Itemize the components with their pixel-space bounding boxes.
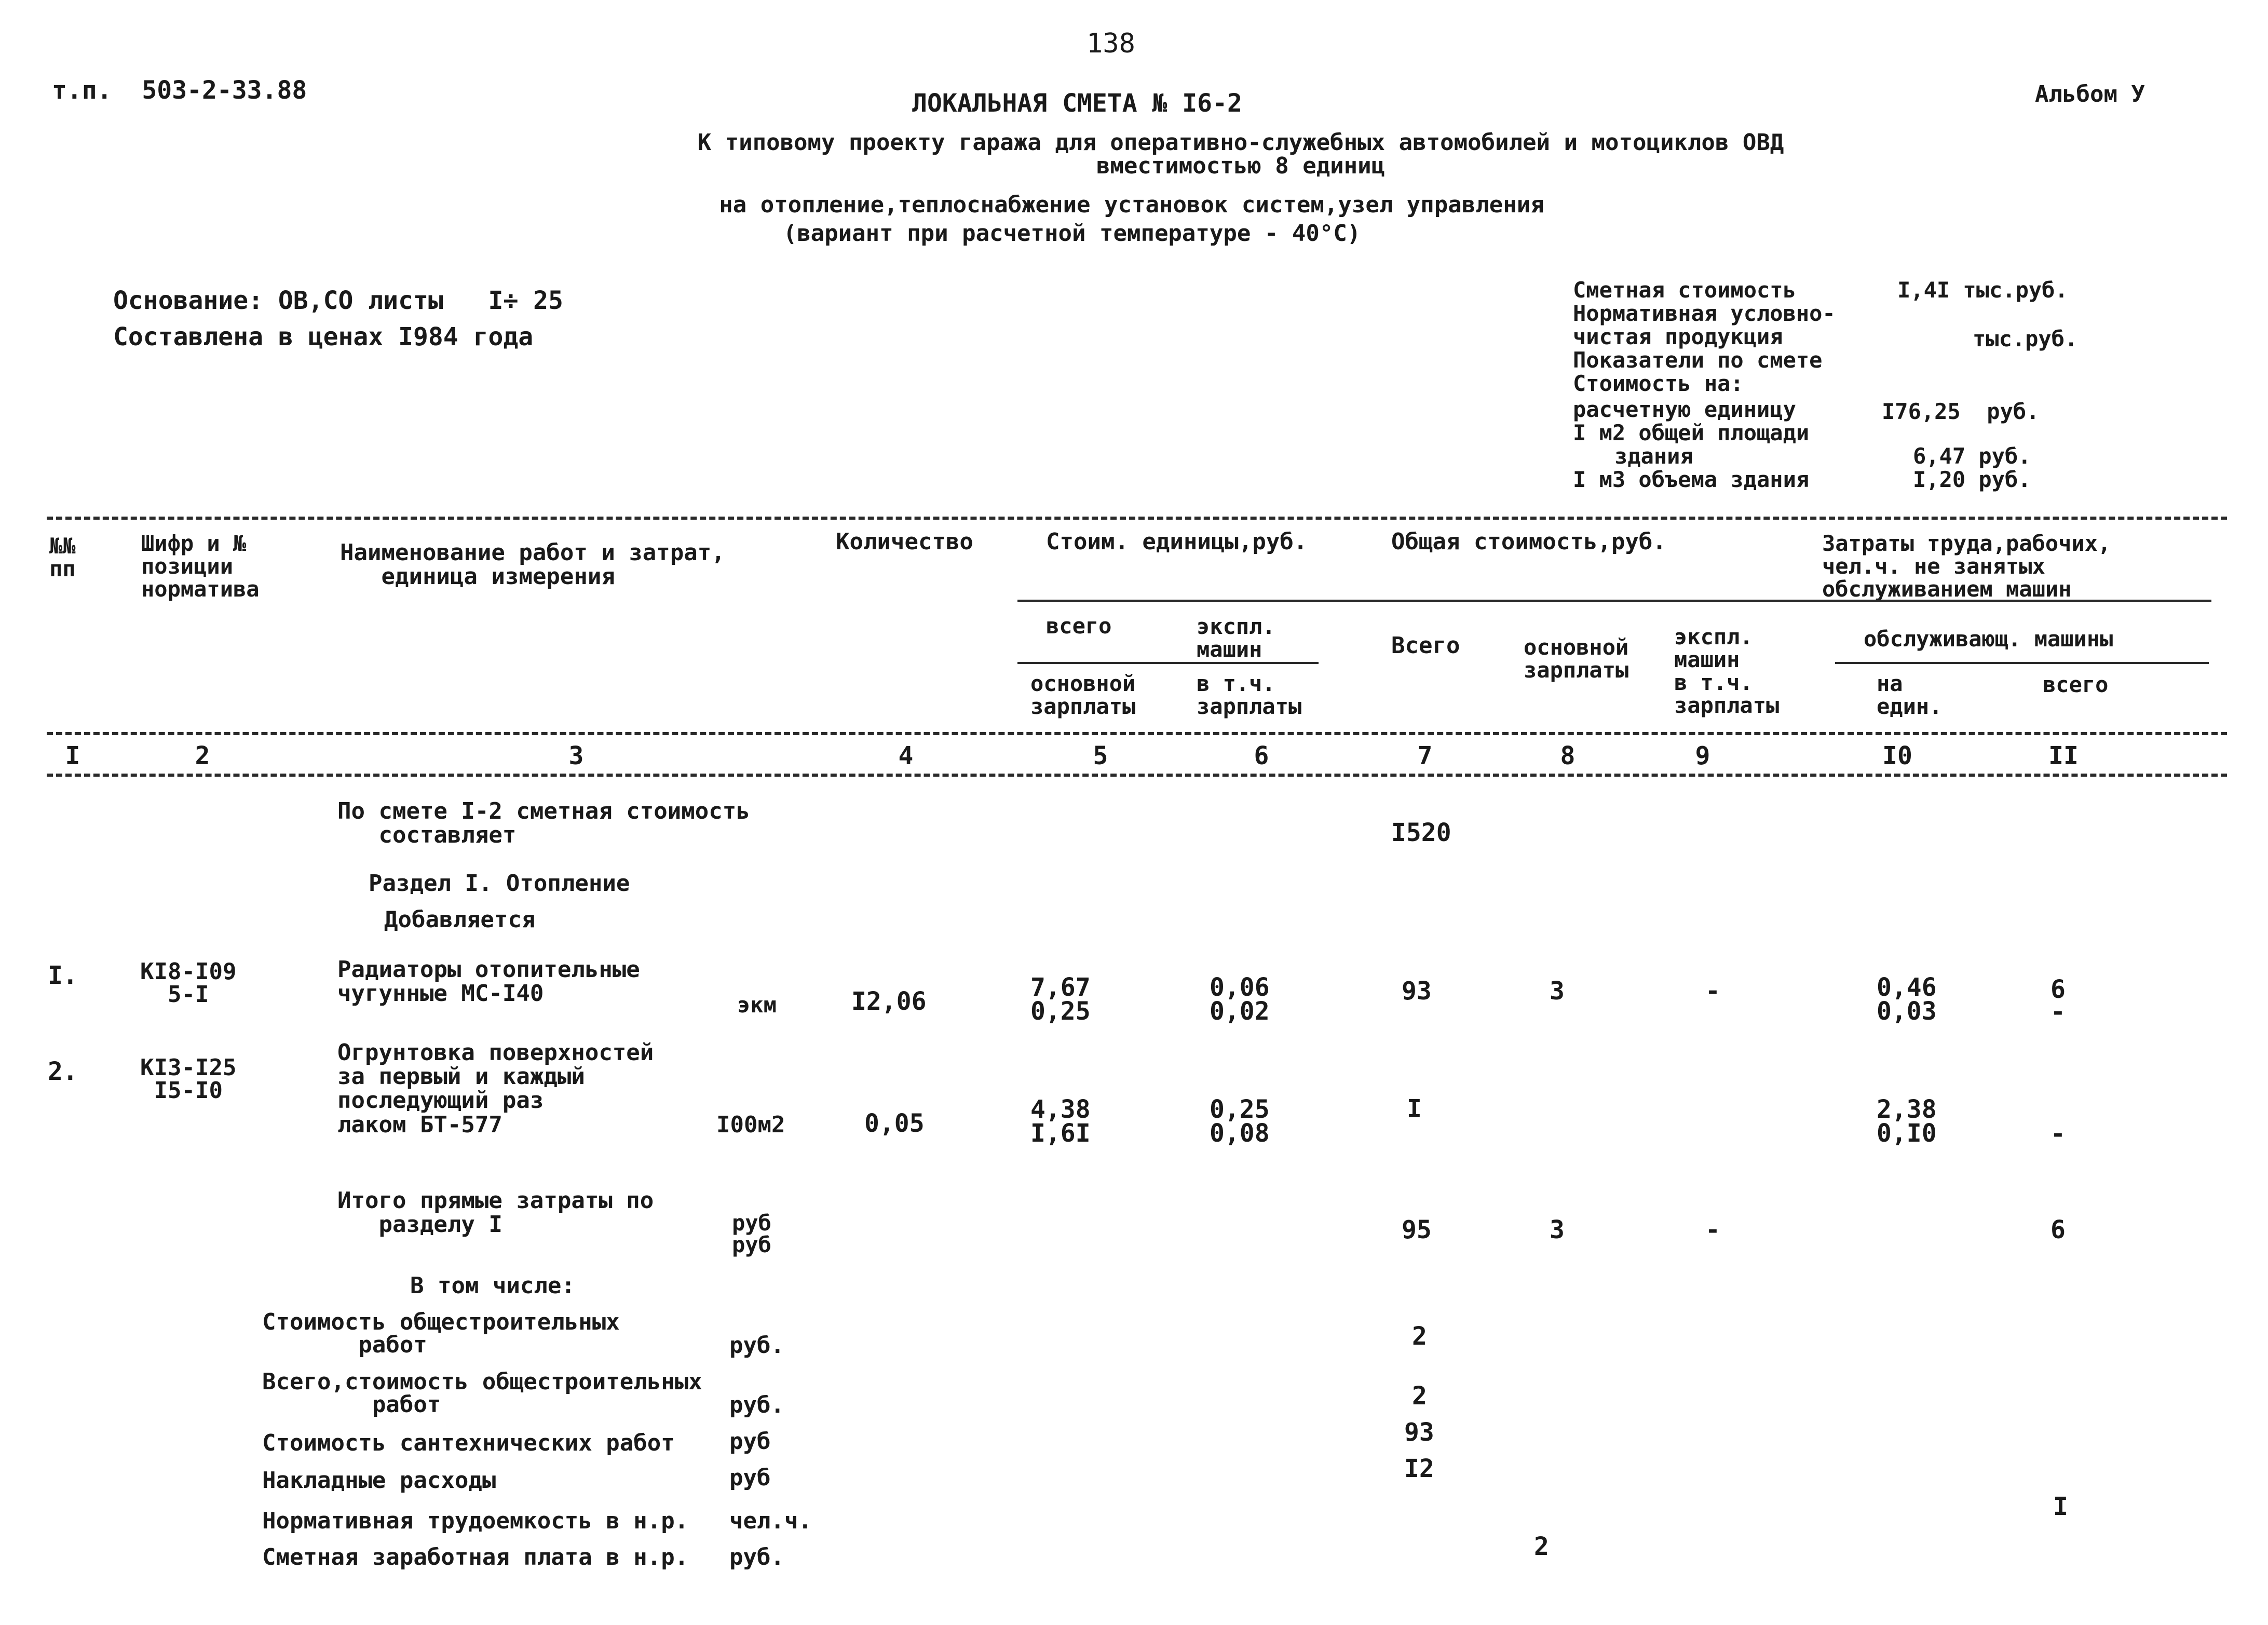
row-quantity: 0,05 [864,1109,925,1138]
row-code: КI8-I09 5-I [140,958,237,1008]
header-group-unit-cost: Стоим. единицы,руб. [1046,529,1308,555]
footer-item-total: 2 [1412,1382,1427,1411]
footer-item-name: Нормативная трудоемкость в н.р. [262,1508,689,1534]
summary-label: Сметная стоимость [1573,277,1796,303]
column-number: 5 [1093,741,1108,770]
footer-item-unit: руб [729,1465,771,1491]
subtotal-total: 95 [1402,1215,1432,1244]
including-title: В том числе: [410,1272,575,1299]
header-col-6-bottom: в т.ч. зарплаты [1197,671,1302,720]
intro-total: I520 [1391,818,1451,847]
row-total: 93 [1402,977,1432,1006]
header-sub-rule [1017,662,1319,664]
summary-value: тыс.руб. [1973,326,2078,351]
header-col-3: Наименование работ и затрат, единица измерения [340,539,725,590]
footer-item-name: Всего,стоимость общестроительных работ [262,1369,702,1418]
row-number: 2. [48,1057,78,1086]
summary-label: расчетную единицу [1573,397,1796,422]
document-subtitle-4: (вариант при расчетной температуре - 40°С) [783,220,1361,247]
document-subtitle-1: К типовому проекту гаража для оперативно-служебных автомобилей и мотоциклов ОВД [697,129,1784,156]
header-col-1: №№ пп [49,533,76,582]
row-labor-total: 6 - [2050,975,2066,1027]
row-name: Радиаторы отопительные чугунные МС-I40 [337,956,640,1007]
column-number: 4 [898,741,914,770]
section-title: Раздел I. Отопление [369,870,630,897]
basis-line: Основание: ОВ,СО листы I÷ 25 [113,286,563,315]
summary-label: здания [1614,443,1693,469]
row-number: I. [48,961,78,990]
footer-item-unit: руб. [729,1392,784,1418]
footer-item-unit: чел.ч. [729,1508,812,1534]
subtotal-unit: руб руб [732,1210,771,1257]
summary-label: Нормативная условно- [1573,301,1836,326]
row-code: КI3-I25 I5-I0 [140,1054,237,1104]
row-quantity: I2,06 [851,987,927,1016]
header-col-8: основной зарплаты [1524,634,1629,683]
footer-item-total: I2 [1404,1454,1434,1483]
row-unit-machines: 0,06 0,02 [1210,973,1270,1026]
footer-item-unit: руб. [729,1332,784,1359]
footer-item-name: Сметная заработная плата в н.р. [262,1544,689,1570]
prices-line: Составлена в ценах I984 года [113,322,534,351]
column-number: 2 [195,741,210,770]
subtotal-salary: 3 [1550,1215,1565,1244]
summary-value: 6,47 руб. [1913,443,2031,469]
row-labor-unit: 0,46 0,03 [1877,973,1937,1026]
row-unit-total: 4,38 I,6I [1030,1095,1091,1148]
footer-item-salary: 2 [1534,1532,1549,1561]
header-col-11: всего [2043,672,2109,697]
header-bottom-rule [47,732,2227,735]
row-total: I [1407,1094,1422,1123]
header-col-9: экспл. машин в т.ч. зарплаты [1674,624,1780,719]
footer-item-total: 2 [1412,1322,1427,1351]
row-salary: 3 [1550,977,1565,1006]
row-name: Огрунтовка поверхностей за первый и каждый последующий раз лаком БТ-577 [337,1039,654,1138]
header-col-7: Всего [1391,632,1460,659]
album-label: Альбом У [2035,81,2145,107]
column-number: I [65,741,80,770]
header-mid-rule [1017,600,2211,602]
column-number: 8 [1560,741,1576,770]
document-subtitle-3: на отопление,теплоснабжение установок систем,узел управления [719,192,1544,218]
summary-label: I м3 объема здания [1573,467,1810,492]
intro-text: По смете I-2 сметная стоимость составляет [337,798,750,849]
row-labor-total: - [2050,1119,2066,1148]
column-number: 6 [1254,741,1269,770]
project-code: т.п. 503-2-33.88 [52,76,307,105]
row-unit-total: 7,67 0,25 [1030,973,1091,1026]
header-col-2: Шифр и № позиции норматива [141,531,260,602]
footer-item-unit: руб. [729,1544,784,1570]
summary-label: чистая продукция [1573,324,1783,349]
header-group-total-cost: Общая стоимость,руб. [1391,529,1666,555]
summary-label: I м2 общей площади [1573,420,1810,445]
header-col-10-top: обслуживающ. машины [1864,626,2113,652]
header-col-6-top: экспл. машин [1197,614,1275,662]
summary-label: Показатели по смете [1573,347,1823,373]
column-number: 9 [1695,741,1710,770]
added-label: Добавляется [384,906,536,933]
row-unit: I00м2 [716,1112,785,1138]
footer-item-total: 93 [1404,1418,1434,1447]
header-group-labor: Затраты труда,рабочих, чел.ч. не занятых обслуживанием машин [1822,531,2111,602]
footer-item-name: Стоимость сантехнических работ [262,1430,675,1456]
summary-label: Стоимость на: [1573,371,1744,396]
page-number: 138 [1087,28,1135,59]
header-sub-rule-labor [1835,662,2209,664]
subtotal-name: Итого прямые затраты по разделу I [337,1187,654,1238]
row-unit: экм [737,992,777,1018]
header-col-5-top: всего [1046,613,1112,639]
subtotal-labor-total: 6 [2050,1215,2066,1244]
header-col-4: Количество [836,529,973,555]
footer-item-name: Стоимость общестроительных работ [262,1309,620,1358]
subtotal-machines: - [1705,1215,1720,1244]
header-top-rule [47,517,2227,520]
summary-value: I,20 руб. [1913,467,2031,492]
column-number: II [2048,741,2079,770]
summary-value: I,4I тыс.руб. [1897,277,2068,303]
footer-item-unit: руб [729,1428,771,1455]
header-col-10: на един. [1877,671,1943,720]
column-number: I0 [1882,741,1912,770]
footer-item-name: Накладные расходы [262,1467,496,1494]
row-labor-unit: 2,38 0,I0 [1877,1095,1937,1148]
header-col-5-bottom: основной зарплаты [1030,671,1136,720]
row-unit-machines: 0,25 0,08 [1210,1095,1270,1148]
column-number: 7 [1417,741,1433,770]
summary-value: I76,25 руб. [1882,399,2040,424]
column-number: 3 [568,741,584,770]
column-number-rule [47,774,2227,777]
document-title: ЛОКАЛЬНАЯ СМЕТА № I6-2 [912,89,1242,118]
document-subtitle-2: вместимостью 8 единиц [1096,153,1386,179]
row-machines: - [1705,977,1720,1006]
footer-item-labor: I [2053,1492,2068,1521]
